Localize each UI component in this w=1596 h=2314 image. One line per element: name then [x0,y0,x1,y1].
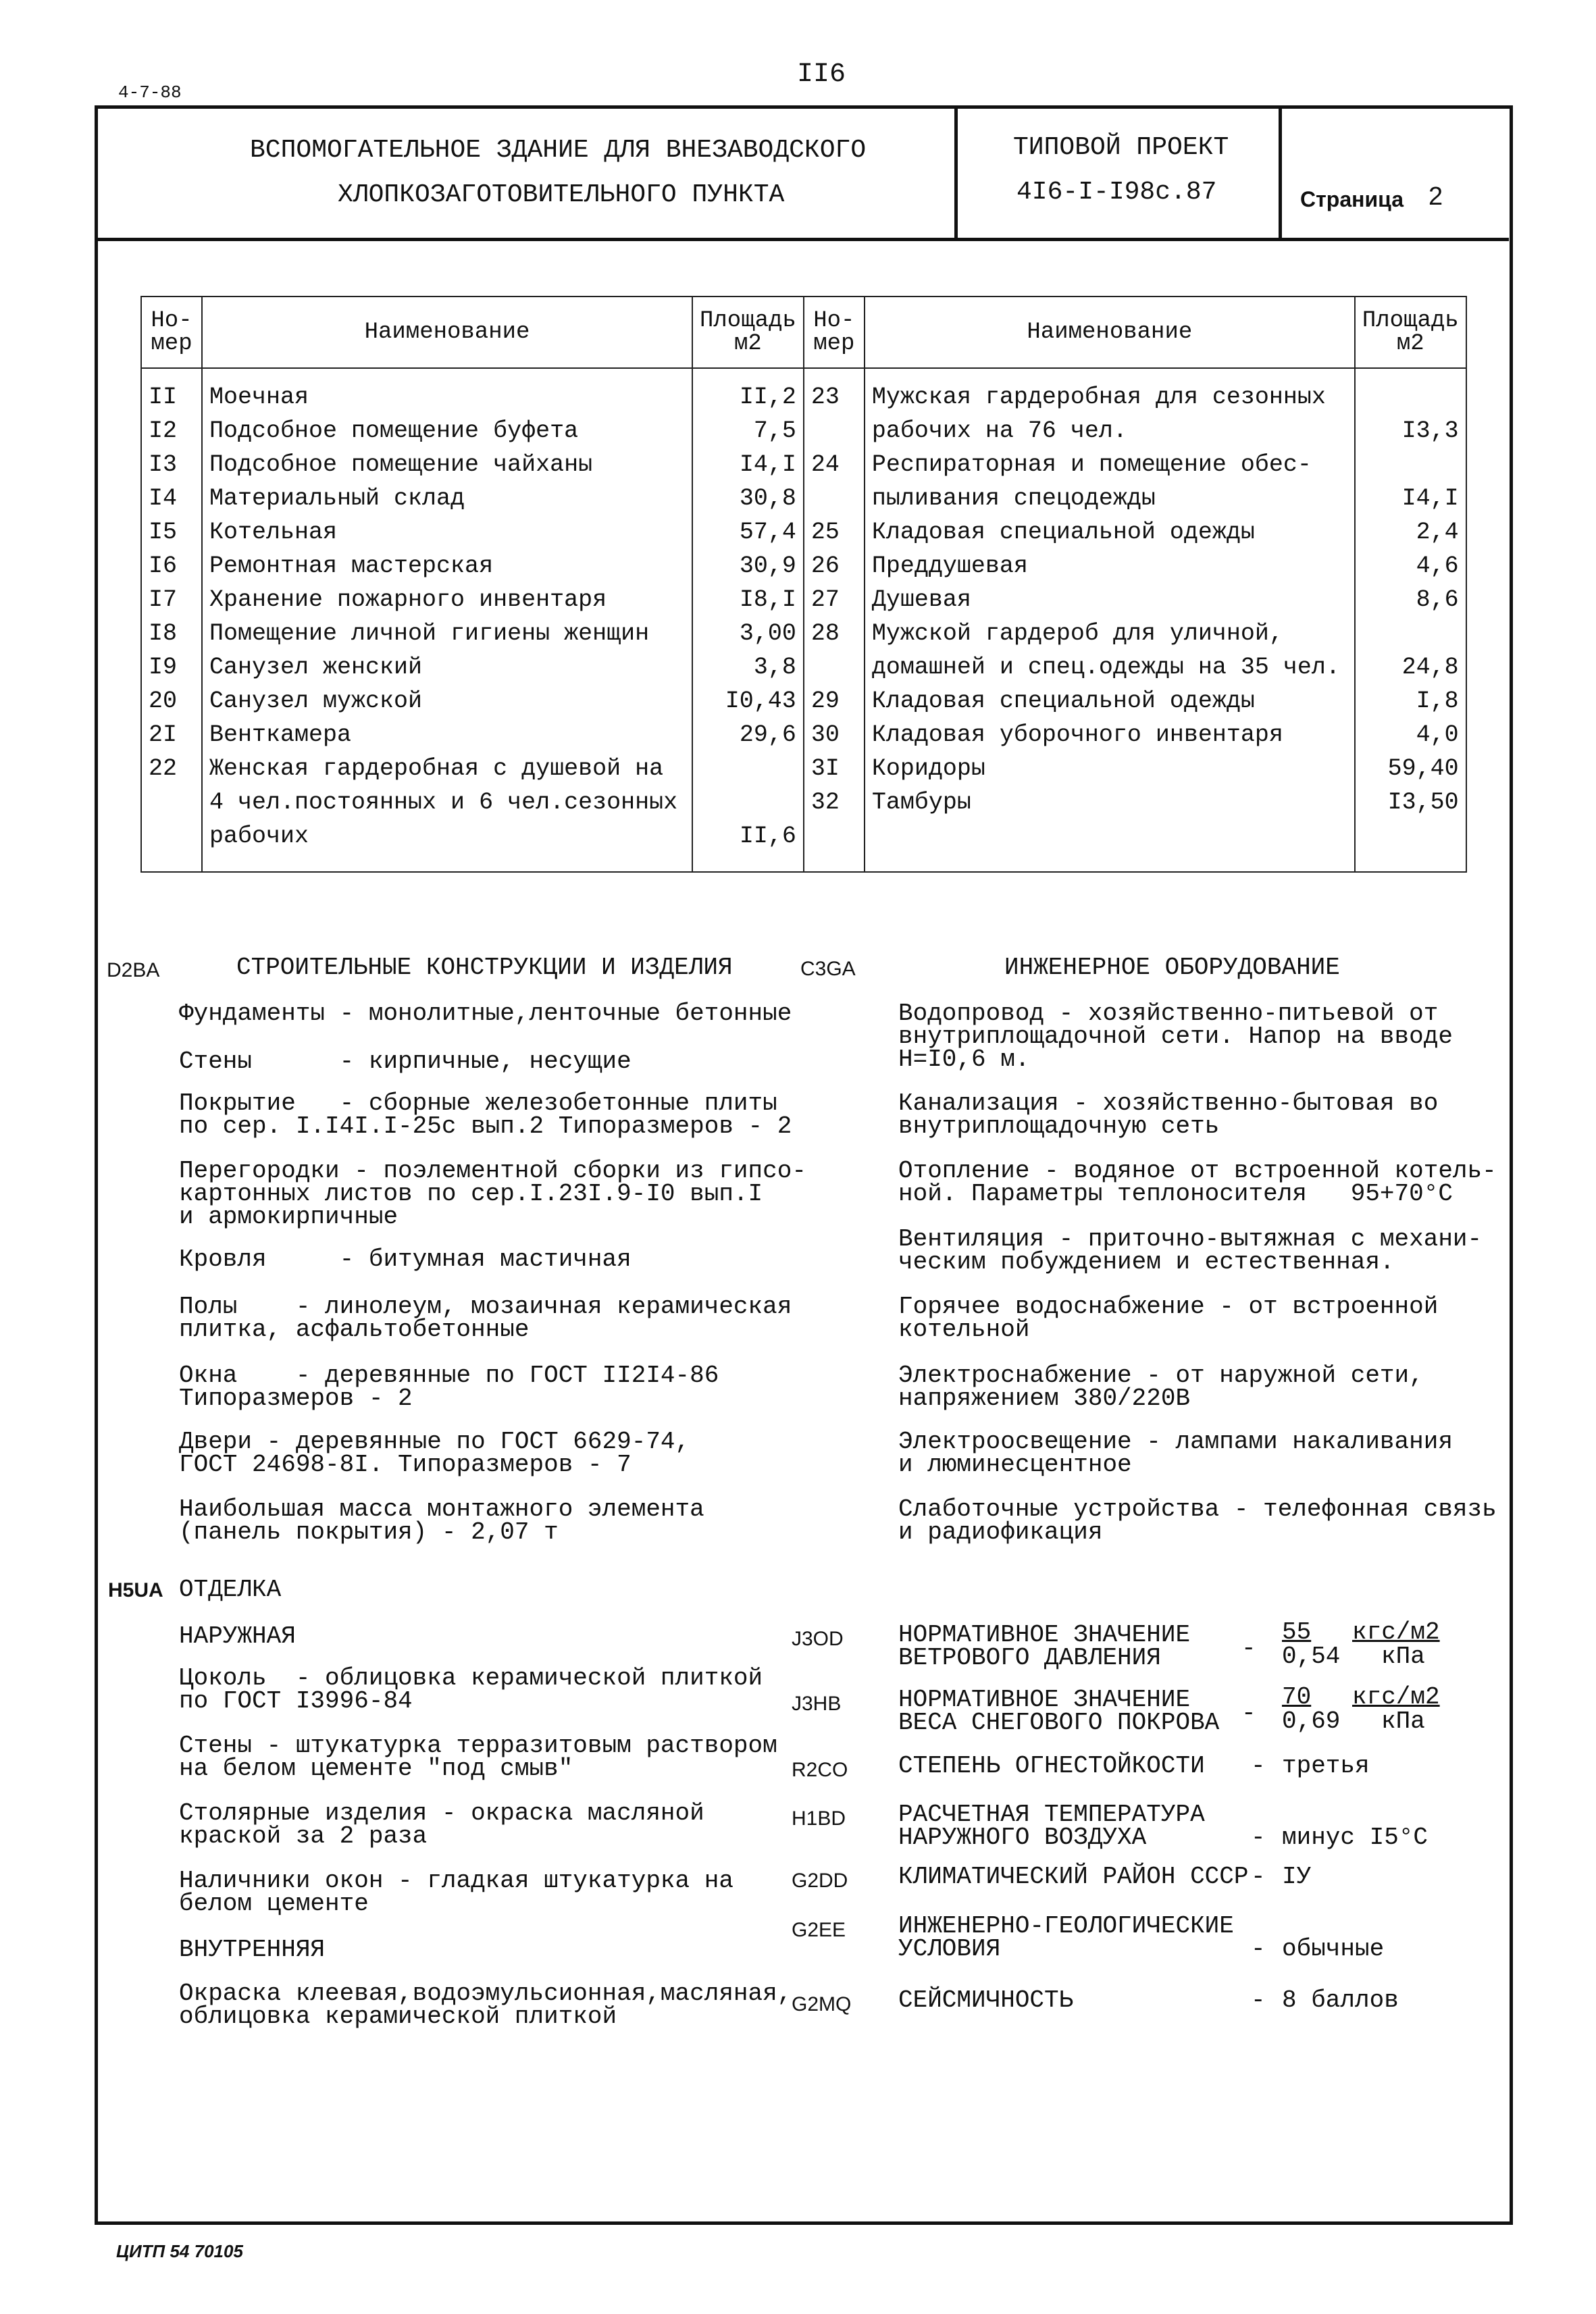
construction-item: Полы - линолеум, мозаичная керамическая плитка, асфальтобетонные [179,1293,792,1343]
table-row [141,417,1466,451]
room-area: 30,8 [692,485,804,519]
room-name: Подсобное помещение буфета [202,417,692,451]
room-number: 29 [804,688,865,721]
engineering-item: Слаботочные устройства - телефонная связь и радиофикация [898,1495,1497,1546]
rooms-table [140,296,1467,873]
parameter-code: H1BD [792,1807,846,1830]
construction-item: Двери - деревянные по ГОСТ 6629-74, ГОСТ 24698-8I. Типоразмеров - 7 [179,1428,690,1479]
engineering-item: Отопление - водяное от встроенной котель- ной. Параметры теплоносителя 95+70°С [898,1157,1497,1208]
room-name: Коридоры [865,755,1355,789]
engineering-heading: ИНЖЕНЕРНОЕ ОБОРУДОВАНИЕ [1004,954,1340,981]
title-line-2: ХЛОПКОЗАГОТОВИТЕЛЬНОГО ПУНКТА [338,180,785,209]
parameter-code: G2DD [792,1870,848,1892]
room-name: Материальный склад [202,485,692,519]
construction-item: Окна - деревянные по ГОСТ II2I4-86 Типоразмеров - 2 [179,1362,719,1412]
room-name: Подсобное помещение чайханы [202,451,692,485]
parameter-dash: - [1251,1863,1266,1891]
parameter-label: НОРМАТИВНОЕ ЗНАЧЕНИЕ ВЕТРОВОГО ДАВЛЕНИЯ [898,1621,1191,1672]
table-row [141,688,1466,721]
room-area: I0,43 [692,688,804,721]
room-name: Ремонтная мастерская [202,552,692,586]
room-number [804,654,865,688]
room-area [1355,451,1466,485]
parameter-value-top: 70 [1282,1683,1312,1711]
room-number [804,823,865,856]
room-number: 25 [804,519,865,552]
table-row [141,451,1466,485]
finishing-code: H5UA [108,1579,163,1601]
construction-item: Покрытие - сборные железобетонные плиты по сер. I.I4I.I-25с вып.2 Типоразмеров - 2 [179,1089,792,1140]
room-name: Санузел женский [202,654,692,688]
parameter-value-bottom: 0,69 [1282,1707,1341,1735]
room-number: I6 [141,552,202,586]
room-area: I4,I [1355,485,1466,519]
room-number: 3I [804,755,865,789]
table-row [141,586,1466,620]
room-area: I,8 [1355,688,1466,721]
room-number: 27 [804,586,865,620]
parameter-value: обычные [1282,1935,1385,1963]
room-area: 3,00 [692,620,804,654]
parameter-value: 8 баллов [1282,1986,1399,2014]
table-row [141,485,1466,519]
room-area: 4,0 [1355,721,1466,755]
room-area: II,6 [692,823,804,856]
constructions-code: D2BA [107,959,160,981]
col-name-right: Наименование [865,297,1355,368]
room-area: 29,6 [692,721,804,755]
room-name: рабочих [202,823,692,856]
room-number: I4 [141,485,202,519]
room-area: II,2 [692,384,804,417]
table-row [141,721,1466,755]
table-row [141,755,1466,789]
construction-item: Наибольшая масса монтажного элемента (панель покрытия) - 2,07 т [179,1495,704,1546]
parameter-label: СТЕПЕНЬ ОГНЕСТОЙКОСТИ [898,1752,1205,1780]
parameter-code: J3HB [792,1693,842,1715]
room-area [1355,384,1466,417]
room-name: Помещение личной гигиены женщин [202,620,692,654]
engineering-item: Электроснабжение - от наружной сети, напряжением 380/220В [898,1362,1424,1412]
room-number: 24 [804,451,865,485]
parameter-value: минус I5°С [1282,1824,1428,1851]
room-area: 24,8 [1355,654,1466,688]
parameter-code: G2MQ [792,1993,852,2015]
room-number [141,823,202,856]
parameter-dash: - [1241,1699,1256,1727]
room-area: 59,40 [1355,755,1466,789]
room-name: Котельная [202,519,692,552]
room-area: 4,6 [1355,552,1466,586]
room-name: Душевая [865,586,1355,620]
room-number: 20 [141,688,202,721]
room-number: I9 [141,654,202,688]
col-area-right: Площадь м2 [1355,297,1466,368]
room-number: 32 [804,789,865,823]
room-name: Мужской гардероб для уличной, [865,620,1355,654]
room-area: 30,9 [692,552,804,586]
room-area [692,789,804,823]
parameter-dash: - [1241,1635,1256,1662]
room-area: 2,4 [1355,519,1466,552]
construction-item: Перегородки - поэлементной сборки из гипсо- картонных листов по сер.I.23I.9-I0 вып.I и армокирпичные [179,1157,806,1231]
construction-item: Кровля - битумная мастичная [179,1245,632,1273]
engineering-item: Электроосвещение - лампами накаливания и люминесцентное [898,1428,1453,1479]
construction-item: Стены - кирпичные, несущие [179,1048,632,1075]
inner-finishing-item: Окраска клеевая,водоэмульсионная,масляная, облицовка керамической плиткой [179,1980,792,2030]
parameter-value-top: 55 [1282,1618,1312,1646]
table-row [141,552,1466,586]
rooms-table-header [141,297,1466,368]
room-number: 23 [804,384,865,417]
outer-heading: НАРУЖНАЯ [179,1622,296,1650]
room-number: I3 [141,451,202,485]
project-label: ТИПОВОЙ ПРОЕКТ [1013,133,1229,162]
room-name: Кладовая специальной одежды [865,688,1355,721]
table-row [141,654,1466,688]
construction-item: Фундаменты - монолитные,ленточные бетонные [179,1000,792,1027]
room-name: Хранение пожарного инвентаря [202,586,692,620]
parameter-dash: - [1251,1986,1266,2014]
parameter-label: НОРМАТИВНОЕ ЗНАЧЕНИЕ ВЕСА СНЕГОВОГО ПОКРОВА [898,1686,1220,1737]
room-number: I2 [141,417,202,451]
engineering-item: Вентиляция - приточно-вытяжная с механи- ческим побуждением и естественная. [898,1225,1483,1276]
header-sep-1 [954,105,958,239]
table-row [141,823,1466,856]
page-value: 2 [1428,182,1443,211]
room-number: II [141,384,202,417]
outer-finishing-item: Столярные изделия - окраска масляной краской за 2 раза [179,1799,704,1850]
room-name: Респираторная и помещение обес- [865,451,1355,485]
parameter-dash: - [1251,1752,1266,1780]
room-name: пыливания спецодежды [865,485,1355,519]
room-area: 3,8 [692,654,804,688]
page-code: 4-7-88 [118,82,182,103]
room-name: Тамбуры [865,789,1355,823]
room-area: I3,50 [1355,789,1466,823]
room-number: I5 [141,519,202,552]
outer-finishing-item: Стены - штукатурка терразитовым раствором на белом цементе "под смыв" [179,1732,777,1782]
finishing-heading: ОТДЕЛКА [179,1576,282,1603]
col-number-right: Но- мер [804,297,865,368]
parameter-unit-top: кгс/м2 [1352,1683,1440,1711]
col-name-left: Наименование [202,297,692,368]
parameter-code: J3OD [792,1628,844,1650]
parameter-code: R2CO [792,1759,848,1781]
room-name: Преддушевая [865,552,1355,586]
table-row [141,519,1466,552]
parameter-value: IУ [1282,1863,1312,1891]
parameter-unit-bottom: кПа [1381,1643,1425,1670]
engineering-item: Канализация - хозяйственно-бытовая во внутриплощадочную сеть [898,1089,1439,1140]
room-area [1355,823,1466,856]
room-number [804,417,865,451]
parameter-unit-top: кгс/м2 [1352,1618,1440,1646]
room-area: 57,4 [692,519,804,552]
room-area: 8,6 [1355,586,1466,620]
room-name: Венткамера [202,721,692,755]
room-name: Женская гардеробная с душевой на [202,755,692,789]
room-number: 28 [804,620,865,654]
room-name: Моечная [202,384,692,417]
room-number [141,789,202,823]
engineering-code: C3GA [800,958,856,980]
engineering-item: Горячее водоснабжение - от встроенной котельной [898,1293,1439,1343]
room-number: 26 [804,552,865,586]
room-name: Мужская гардеробная для сезонных [865,384,1355,417]
room-name: 4 чел.постоянных и 6 чел.сезонных [202,789,692,823]
room-name: рабочих на 76 чел. [865,417,1355,451]
parameter-label: КЛИМАТИЧЕСКИЙ РАЙОН СССР [898,1863,1249,1891]
parameter-unit-bottom: кПа [1381,1707,1425,1735]
title-line-1: ВСПОМОГАТЕЛЬНОЕ ЗДАНИЕ ДЛЯ ВНЕЗАВОДСКОГО [250,136,867,165]
room-number: 22 [141,755,202,789]
parameter-label: СЕЙСМИЧНОСТЬ [898,1986,1074,2014]
parameter-dash: - [1251,1935,1266,1963]
room-number: I8 [141,620,202,654]
room-name: Санузел мужской [202,688,692,721]
room-area: I4,I [692,451,804,485]
room-area: 7,5 [692,417,804,451]
table-row [141,789,1466,823]
parameter-label: РАСЧЕТНАЯ ТЕМПЕРАТУРА НАРУЖНОГО ВОЗДУХА [898,1801,1205,1851]
inner-heading: ВНУТРЕННЯЯ [179,1936,326,1963]
constructions-heading: СТРОИТЕЛЬНЫЕ КОНСТРУКЦИИ И ИЗДЕЛИЯ [236,954,733,981]
room-name: домашней и спец.одежды на 35 чел. [865,654,1355,688]
parameter-label: ИНЖЕНЕРНО-ГЕОЛОГИЧЕСКИЕ УСЛОВИЯ [898,1912,1234,1963]
project-number: 4I6-I-I98с.87 [1016,178,1217,207]
table-row [141,384,1466,417]
room-area [1355,620,1466,654]
col-number-left: Но- мер [141,297,202,368]
room-area: I3,3 [1355,417,1466,451]
room-name [865,823,1355,856]
parameter-code: G2EE [792,1919,846,1941]
room-name: Кладовая уборочного инвентаря [865,721,1355,755]
outer-finishing-item: Наличники окон - гладкая штукатурка на белом цементе [179,1867,733,1918]
room-number: 30 [804,721,865,755]
parameter-value: третья [1282,1752,1370,1780]
table-row [141,620,1466,654]
col-area-left: Площадь м2 [692,297,804,368]
parameter-value-bottom: 0,54 [1282,1643,1341,1670]
header-sep-2 [1279,105,1282,239]
header-divider [95,238,1509,241]
room-area: I8,I [692,586,804,620]
room-number: 2I [141,721,202,755]
room-area [692,755,804,789]
engineering-item: Водопровод - хозяйственно-питьевой от внутриплощадочной сети. Напор на вводе Н=I0,6 м. [898,1000,1453,1073]
page-label: Страница [1300,187,1404,211]
room-number [804,485,865,519]
room-name: Кладовая специальной одежды [865,519,1355,552]
parameter-dash: - [1251,1824,1266,1851]
outer-finishing-item: Цоколь - облицовка керамической плиткой по ГОСТ I3996-84 [179,1664,763,1715]
page-number-top: II6 [797,59,846,90]
footer-stamp: ЦИТП 54 70105 [116,2241,243,2261]
room-number: I7 [141,586,202,620]
